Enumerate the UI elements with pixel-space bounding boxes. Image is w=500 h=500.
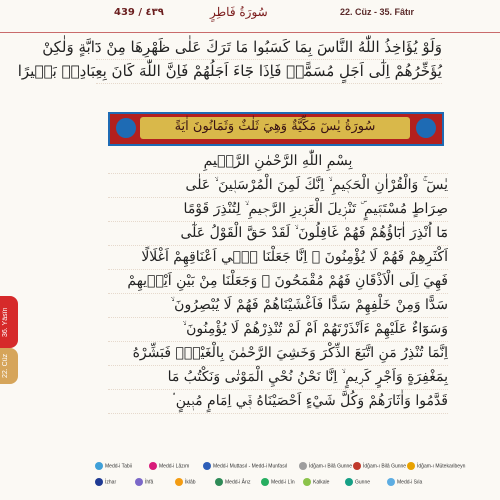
legend-item: Gunne: [345, 478, 370, 492]
legend-item: Medd-i Lâzım: [149, 462, 189, 476]
color-dot-icon: [261, 478, 269, 486]
legend-row-2: [95, 478, 475, 492]
legend-item: Kalkale: [303, 478, 329, 492]
color-dot-icon: [387, 478, 395, 486]
ornament-icon: [116, 118, 136, 138]
color-dot-icon: [345, 478, 353, 486]
legend-item: Medd-i Ârız: [215, 478, 251, 492]
surah-title: سُورَةُ فَاطِرٍ: [210, 5, 268, 19]
verse-line: قَدَّمُوا وَاٰثَارَهُمْ وَكُلَّ شَيْءٍ اَحْصَيْنَاهُ فٖٓي اِمَامٍ مُبٖينٍ ۟: [108, 390, 448, 414]
verse-line: يٰسٓ ۚ وَالْقُرْاٰنِ الْحَكٖيمِ ۙ اِنَّكَ لَمِنَ الْمُرْسَلٖينَ ۙ عَلٰى: [108, 174, 448, 198]
ornament-icon: [416, 118, 436, 138]
text-line: وَلَوْ يُؤَاخِذُ اللّٰهُ النَّاسَ بِمَا كَسَبُوا مَا تَرَكَ عَلٰى ظَهْرِهَا مِنْ دَٓابَّةٍ وَلٰكِنْ: [96, 36, 442, 60]
verse-line: اِنَّمَا تُنْذِرُ مَنِ اتَّبَعَ الذِّكْرَ وَخَشِيَ الرَّحْمٰنَ بِالْغَيْبِۚ فَبَشِّرْهُ: [108, 342, 448, 366]
verses-block: [108, 150, 448, 414]
color-dot-icon: [175, 478, 183, 486]
side-tabs: [0, 296, 18, 384]
color-dot-icon: [299, 462, 307, 470]
text-line: يُؤَخِّرُهُمْ اِلٰٓى اَجَلٍ مُسَمًّىۚ فَاِذَا جَٓاءَ اَجَلُهُمْ فَاِنَّ اللّٰهَ كَانَ بِعِبَادِهٖ بَصٖيرًا: [96, 60, 442, 84]
color-dot-icon: [215, 478, 223, 486]
verse-line: فَهِيَ اِلَى الْاَذْقَانِ فَهُمْ مُقْمَحُونَ ۙ وَجَعَلْنَا مِنْ بَيْنِ اَيْدٖيهِمْ: [108, 270, 448, 294]
legend-item: İklâb: [175, 478, 196, 492]
page-header: [0, 0, 500, 33]
color-dot-icon: [353, 462, 361, 470]
juz-surah-info: 22. Cüz - 35. Fâtır: [340, 7, 415, 17]
surah-tab-label: 36. Yâsîn: [2, 307, 9, 337]
basmala: بِسْمِ اللّٰهِ الرَّحْمٰنِ الرَّحٖيمِ: [108, 150, 448, 174]
verse-line: وَسَوَٓاءٌ عَلَيْهِمْ ءَاَنْذَرْتَهُمْ اَمْ لَمْ تُنْذِرْهُمْ لَا يُؤْمِنُونَ ۙ: [108, 318, 448, 342]
verse-line: مَٓا اُنْذِرَ اٰبَٓاؤُهُمْ فَهُمْ غَافِلُونَ ۙ لَقَدْ حَقَّ الْقَوْلُ عَلٰٓى: [108, 222, 448, 246]
color-dot-icon: [135, 478, 143, 486]
legend-item: İzhar: [95, 478, 116, 492]
page-number: 439 / ٤٣٩: [114, 7, 164, 18]
legend-item: İdğam-ı Bilâ Gunne: [299, 462, 352, 476]
surah-banner: [108, 112, 444, 146]
legend-item: İdğam-ı Bilâ Gunne: [353, 462, 406, 476]
legend-item: Medd-i Tabii: [95, 462, 132, 476]
color-dot-icon: [149, 462, 157, 470]
legend-row-1: [95, 462, 475, 476]
verse-line: بِمَغْفِرَةٍ وَاَجْرٍ كَرٖيمٍ ۙ اِنَّا نَحْنُ نُحْيِ الْمَوْتٰى وَنَكْتُبُ مَا: [108, 366, 448, 390]
tajweed-legend: [95, 462, 475, 496]
legend-item: Medd-i Muttasıl - Medd-i Munfasıl: [203, 462, 287, 476]
juz-tab[interactable]: [0, 348, 18, 384]
legend-item: Medd-i Lîn: [261, 478, 295, 492]
color-dot-icon: [407, 462, 415, 470]
verse-line: صِرَاطٍ مُسْتَقٖيمٍ ۜ تَنْزٖيلَ الْعَزٖيزِ الرَّحٖيمِ ۙ لِتُنْذِرَ قَوْمًا: [108, 198, 448, 222]
verse-line: سَدًّا وَمِنْ خَلْفِهِمْ سَدًّا فَاَغْشَيْنَاهُمْ فَهُمْ لَا يُبْصِرُونَ ۙ: [108, 294, 448, 318]
color-dot-icon: [203, 462, 211, 470]
color-dot-icon: [95, 462, 103, 470]
color-dot-icon: [303, 478, 311, 486]
previous-surah-text: [17, 36, 442, 84]
color-dot-icon: [95, 478, 103, 486]
juz-tab-label: 22. Cüz: [2, 353, 9, 379]
verse-line: اَكْثَرِهِمْ فَهُمْ لَا يُؤْمِنُونَ ۙ اِنَّا جَعَلْنَا فٖٓي اَعْنَاقِهِمْ اَغْلَالًا: [108, 246, 448, 270]
surah-tab[interactable]: [0, 296, 18, 348]
legend-item: Medd-i Sıla: [387, 478, 422, 492]
legend-item: İhfâ: [135, 478, 153, 492]
banner-title: سُورَةُ يٰسٓ مَكِّيَّةٌ وَهِيَ ثَلٰثٌ وَثَمَانُونَ اٰيَةً: [174, 119, 376, 134]
legend-item: İdğam-ı Mütekaribeyn: [407, 462, 465, 476]
banner-panel: [140, 117, 410, 139]
